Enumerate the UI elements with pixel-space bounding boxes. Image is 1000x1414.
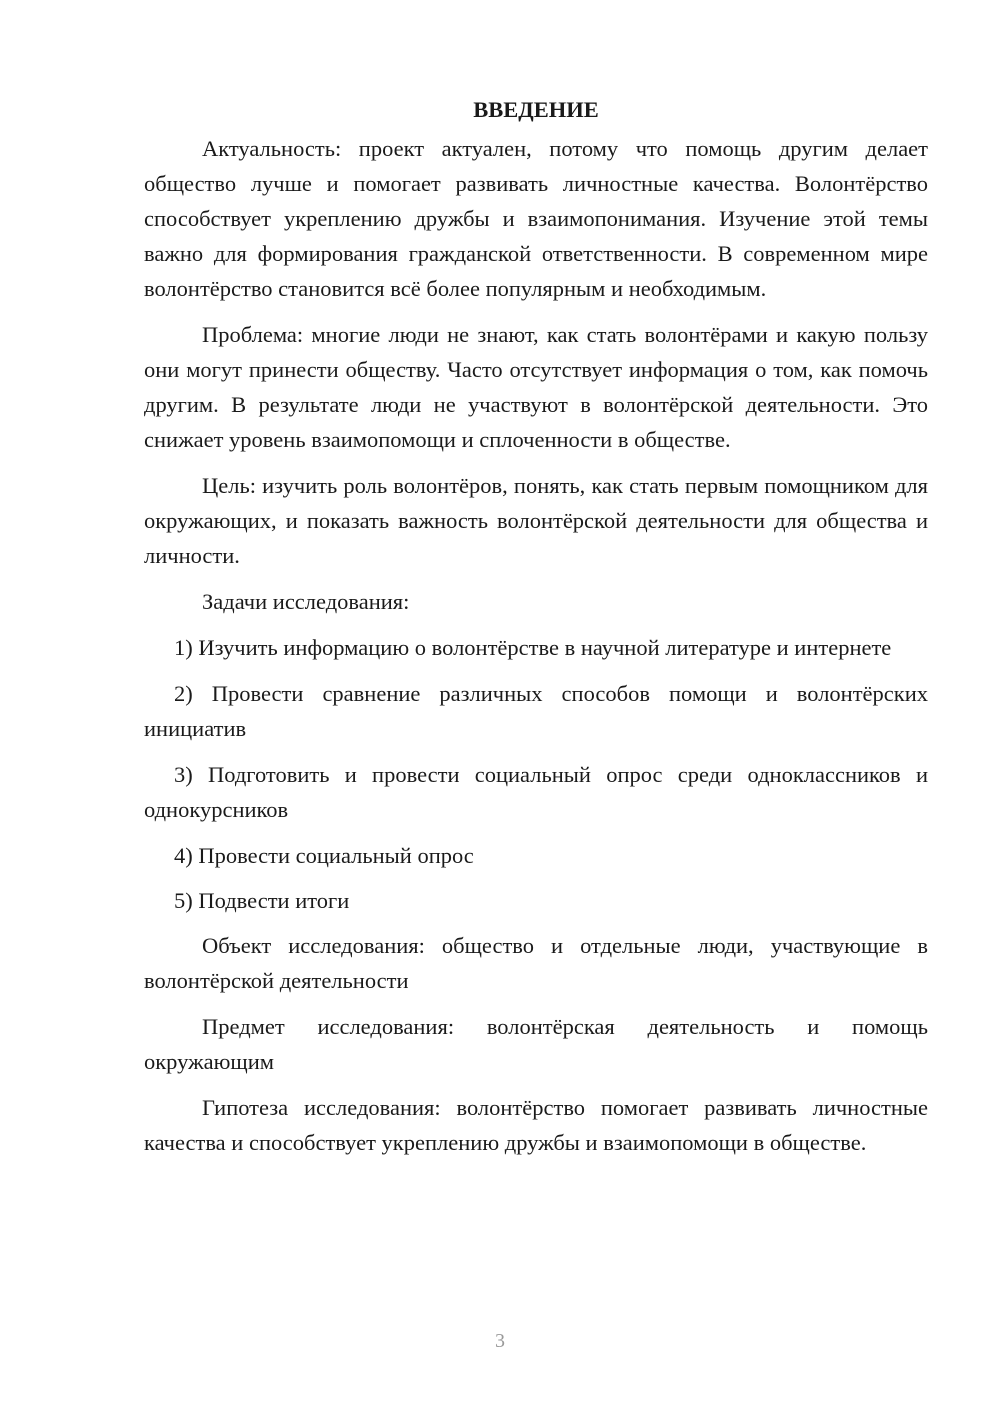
document-body <box>144 92 928 1171</box>
task-item: 1) Изучить информацию о волонтёрстве в научной литературе и интернете <box>174 635 892 660</box>
page-number: 3 <box>495 1330 505 1352</box>
task-item: 2) Провести сравнение различных способов помощи и волонтёрских инициатив <box>144 681 928 741</box>
object-paragraph: Объект исследования: общество и отдельные люди, участвующие в волонтёрской деятельности <box>144 933 928 993</box>
goal-paragraph: Цель: изучить роль волонтёров, понять, как стать первым помощником для окружающих, и показать важность волонтёрской деятельности для общества и личности. <box>144 473 928 568</box>
tasks-heading: Задачи исследования: <box>202 589 410 614</box>
relevance-paragraph: Актуальность: проект актуален, потому что помощь другим делает общество лучше и помогает развивать личностные качества. Волонтёрство способствует укреплению дружбы и взаимопонимания. Изучение этой темы важно для формирования гражданской ответственности. В современном мире волонтёрство становится всё более популярным и необходимым. <box>144 136 928 301</box>
page-title: ВВЕДЕНИЕ <box>473 97 599 122</box>
subject-paragraph: Предмет исследования: волонтёрская деятельность и помощь окружающим <box>144 1014 928 1074</box>
task-item: 5) Подвести итоги <box>174 888 350 913</box>
task-item: 4) Провести социальный опрос <box>174 843 474 868</box>
hypothesis-paragraph: Гипотеза исследования: волонтёрство помогает развивать личностные качества и способствует укреплению дружбы и взаимопомощи в обществе. <box>144 1095 928 1155</box>
task-item: 3) Подготовить и провести социальный опрос среди одноклассников и однокурсников <box>144 762 928 822</box>
problem-paragraph: Проблема: многие люди не знают, как стать волонтёрами и какую пользу они могут принести обществу. Часто отсутствует информация о том, как помочь другим. В результате люди не участвуют в волонтёрской деятельности. Это снижает уровень взаимопомощи и сплоченности в обществе. <box>144 322 928 452</box>
